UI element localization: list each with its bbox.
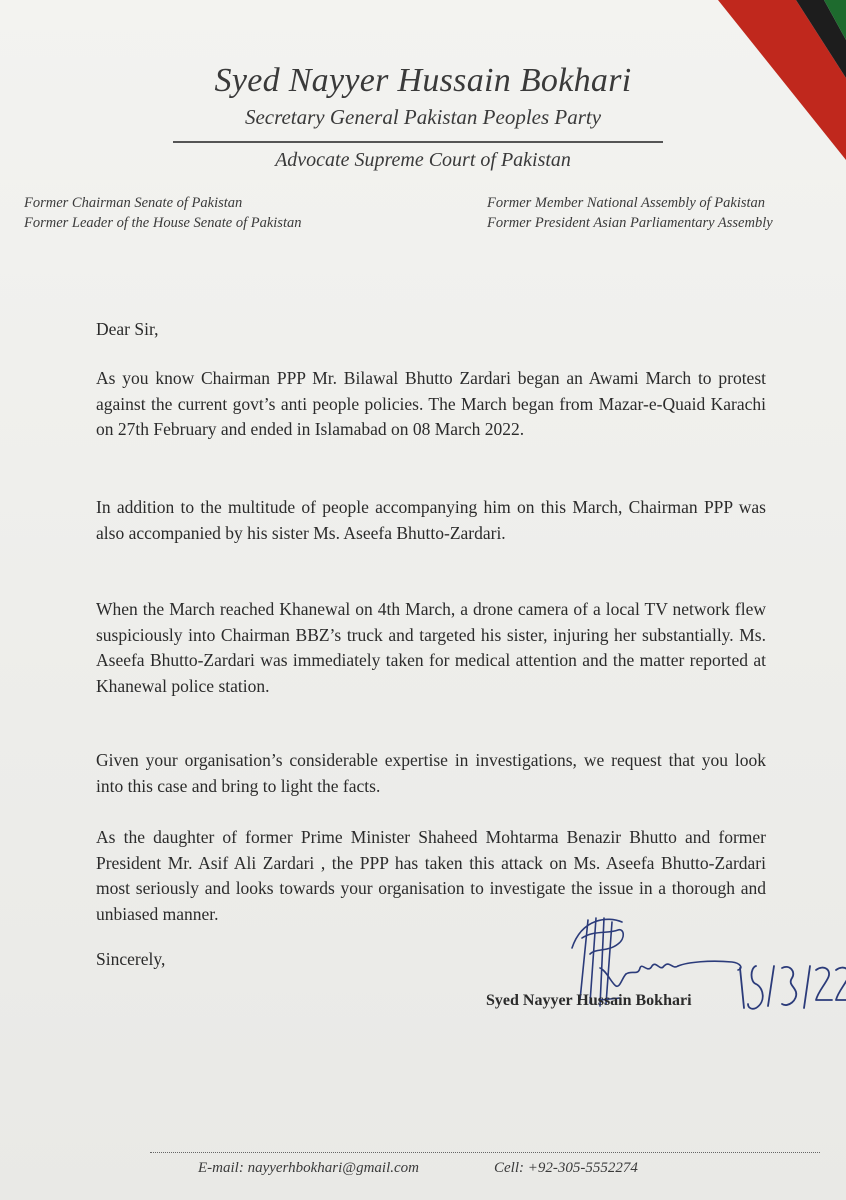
- paragraph-concern: As the daughter of former Prime Minister Shaheed Mohtarma Benazir Bhutto and former President Mr. Asif Ali Zardari , the PPP has taken this attack on Ms. Aseefa Bhutto-Zardari most seriously and looks towards your organisation to investigate the issue in a thorough and unbiased manner.: [96, 827, 766, 924]
- paragraph-incident: When the March reached Khanewal on 4th March, a drone camera of a local TV network flew suspiciously into Chairman BBZ’s truck and targeted his sister, injuring her substantially. Ms. Aseefa Bhutto-Zardari was immediately taken for medical attention and the matter reported at Khanewal police station.: [96, 599, 766, 696]
- credentials-left: [24, 193, 301, 233]
- paragraph-accompanied: In addition to the multitude of people accompanying him on this March, Chairman PPP was also accompanied by his sister Ms. Aseefa Bhutto-Zardari.: [96, 497, 766, 543]
- credential-line: Former Leader of the House Senate of Pakistan: [24, 215, 302, 231]
- credentials-right: [487, 193, 773, 233]
- signatory-name: Syed Nayyer Hussain Bokhari: [486, 992, 692, 1009]
- credential-line: Former Chairman Senate of Pakistan: [24, 195, 243, 211]
- credential-line: Former President Asian Parliamentary Assembly: [487, 215, 773, 231]
- footer-email: E-mail: nayyerhbokhari@gmail.com: [198, 1160, 419, 1176]
- paragraph-request: Given your organisation’s considerable expertise in investigations, we request that you look into this case and bring to light the facts.: [96, 750, 766, 796]
- letterhead-divider: [173, 141, 663, 143]
- closing: Sincerely,: [96, 949, 166, 969]
- handwritten-signature-icon: [560, 908, 846, 1048]
- letterhead-name: Syed Nayyer Hussain Bokhari: [214, 62, 632, 99]
- letterhead-profession: Advocate Supreme Court of Pakistan: [275, 149, 571, 171]
- footer-divider: [150, 1152, 820, 1153]
- letterhead-title: Secretary General Pakistan Peoples Party: [244, 105, 602, 129]
- salutation: Dear Sir,: [96, 319, 159, 339]
- credential-line: Former Member National Assembly of Pakistan: [487, 195, 766, 211]
- footer-cell: Cell: +92-305-5552274: [494, 1160, 638, 1176]
- signature-date-handwriting: [740, 966, 846, 1009]
- paragraph-march: As you know Chairman PPP Mr. Bilawal Bhutto Zardari began an Awami March to protest against the current govt’s anti people policies. The March began from Mazar-e-Quaid Karachi on 27th February and ended in Islamabad on 08 March 2022.: [96, 368, 766, 439]
